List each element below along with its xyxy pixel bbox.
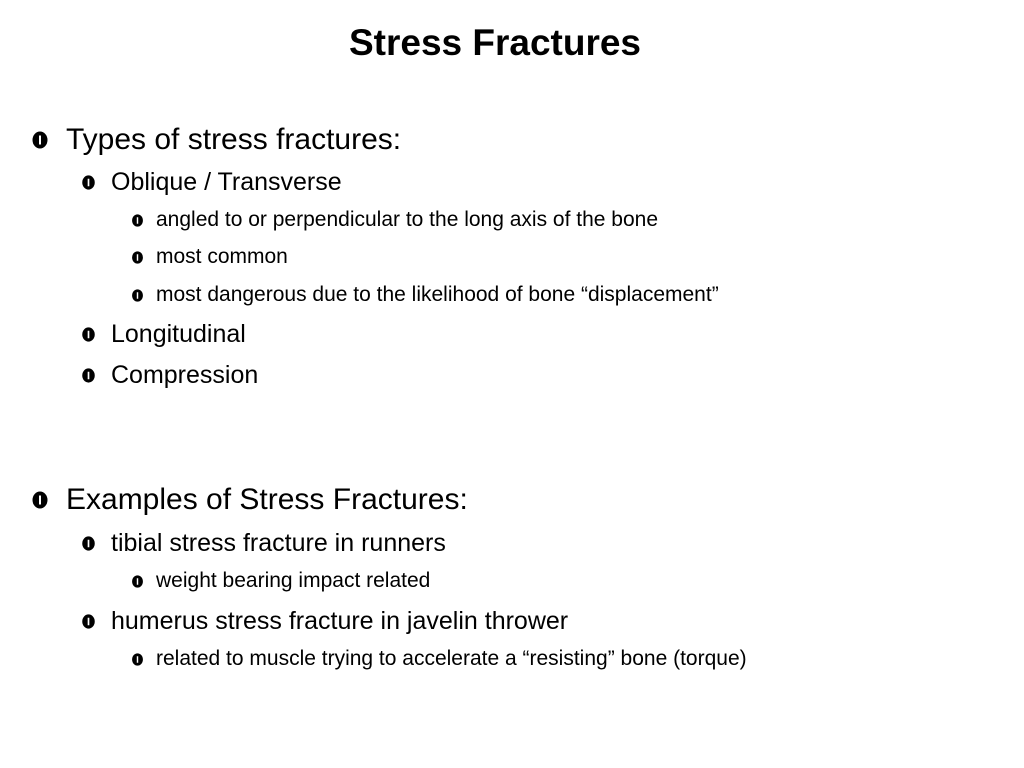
numbered-circle-one-icon bbox=[130, 205, 144, 235]
numbered-circle-one-icon bbox=[130, 566, 144, 596]
numbered-circle-one-icon bbox=[30, 120, 50, 160]
numbered-circle-one-icon bbox=[130, 644, 144, 674]
list-item: humerus stress fracture in javelin thrower bbox=[111, 607, 569, 635]
list-item: tibial stress fracture in runners bbox=[111, 529, 446, 557]
numbered-circle-one-icon bbox=[80, 604, 96, 638]
numbered-circle-one-icon bbox=[80, 358, 96, 392]
numbered-circle-one-icon bbox=[80, 317, 96, 351]
section-heading: Types of stress fractures: bbox=[66, 123, 402, 156]
slide-title: Stress Fractures bbox=[348, 22, 642, 63]
list-subitem: most dangerous due to the likelihood of bone “displacement” bbox=[156, 283, 719, 306]
list-subitem: related to muscle trying to accelerate a “resisting” bone (torque) bbox=[156, 647, 747, 670]
section-heading: Examples of Stress Fractures: bbox=[66, 483, 468, 516]
numbered-circle-one-icon bbox=[130, 242, 144, 272]
list-item: Longitudinal bbox=[111, 320, 246, 348]
numbered-circle-one-icon bbox=[80, 165, 96, 199]
numbered-circle-one-icon bbox=[30, 480, 50, 520]
numbered-circle-one-icon bbox=[80, 526, 96, 560]
list-subitem: most common bbox=[156, 245, 288, 268]
list-subitem: weight bearing impact related bbox=[156, 569, 431, 592]
list-subitem: angled to or perpendicular to the long axis of the bone bbox=[156, 208, 659, 231]
list-item: Compression bbox=[111, 361, 259, 389]
list-item: Oblique / Transverse bbox=[111, 168, 342, 196]
numbered-circle-one-icon bbox=[130, 280, 144, 310]
